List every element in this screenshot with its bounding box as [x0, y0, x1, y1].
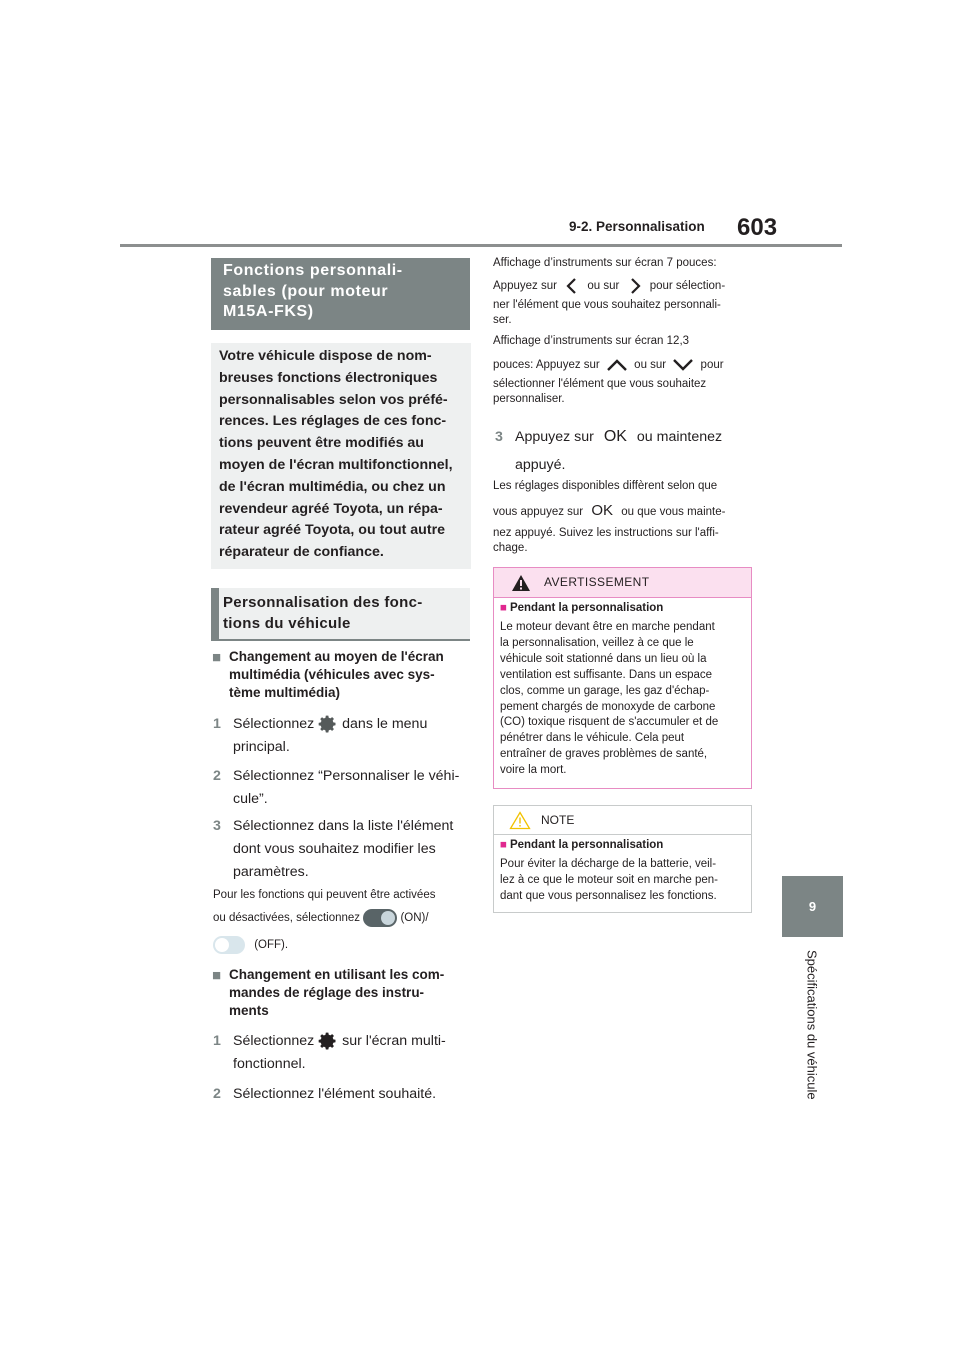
intro-line: moyen de l'écran multifonctionnel,	[219, 456, 453, 473]
right-step3	[495, 423, 755, 479]
warning-triangle-icon	[511, 574, 531, 592]
subsection-title-box	[211, 588, 470, 641]
note-text: (OFF).	[254, 939, 289, 951]
heading-line: mandes de réglage des instru-	[229, 985, 425, 1000]
page-title-box	[211, 258, 470, 330]
block1-step1	[213, 713, 473, 759]
warning-line: pement chargés de monoxyde de carbone	[500, 700, 716, 713]
note-line: dant que vous personnalisez les fonctions.	[500, 889, 717, 902]
note-header	[494, 806, 751, 835]
warning-title	[500, 601, 663, 616]
para-line: Les réglages disponibles diffèrent selon que	[493, 480, 718, 492]
heading-line: multimédia (véhicules avec sys-	[229, 667, 435, 682]
note-triangle-icon	[509, 811, 531, 830]
chevron-down-icon	[672, 358, 694, 372]
note-title-text: Pendant la personnalisation	[509, 839, 664, 851]
step-text: principal.	[233, 739, 290, 755]
note-label: NOTE	[541, 813, 575, 827]
page-number: 603	[737, 214, 778, 241]
para-line: pouces: Appuyez sur	[493, 359, 600, 371]
note-line: lez à ce que le moteur soit en marche pen-	[500, 873, 718, 886]
warning-line: pénétrer dans le véhicule. Cela peut	[500, 732, 685, 745]
warning-label: AVERTISSEMENT	[544, 575, 650, 589]
toggle-off-icon	[213, 936, 245, 954]
step-text: Sélectionnez	[233, 1033, 315, 1049]
warning-line: entraîner de graves problèmes de santé,	[500, 748, 708, 761]
block1-step2	[213, 765, 473, 811]
intro-line: de l'écran multimédia, ou chez un	[219, 478, 446, 495]
para-line: ou sur	[587, 280, 620, 292]
intro-line: rateur agréé Toyota, ou tout autre	[219, 522, 445, 539]
warning-line: clos, comme un garage, les gaz d'échap-	[500, 684, 710, 697]
right-paragraph	[493, 377, 753, 407]
step-text: Sélectionnez dans la liste l'élément	[233, 818, 454, 834]
note-title	[500, 838, 663, 853]
step-text: sur l'écran multi-	[342, 1033, 446, 1049]
header-rule	[120, 244, 842, 247]
step-text: cule”.	[233, 791, 268, 807]
step-text: dont vous souhaitez modifier les	[233, 841, 436, 857]
step-text: ou maintenez	[636, 429, 723, 445]
warning-line: la personnalisation, veillez à ce que le	[500, 636, 694, 649]
right-paragraph	[493, 331, 753, 351]
step-number: 3	[213, 818, 221, 834]
square-bullet-icon: ■	[500, 602, 507, 614]
warning-line: voire la mort.	[500, 764, 567, 777]
subsection-bar	[211, 588, 219, 639]
warning-line: ventilation est suffisante. Dans un espace	[500, 668, 713, 681]
block2-step1	[213, 1030, 473, 1076]
intro-line: rences. Les réglages de ces fonc-	[219, 413, 447, 430]
para-line: vous appuyez sur	[493, 506, 584, 518]
intro-line: breuses fonctions électroniques	[219, 369, 438, 386]
step-text: Sélectionnez l'élément souhaité.	[233, 1086, 437, 1102]
block1-note	[213, 885, 473, 905]
gear-icon	[318, 1031, 338, 1051]
note-line: Pour éviter la décharge de la batterie, veil-	[500, 858, 717, 870]
chevron-up-icon	[606, 358, 628, 372]
warning-title-text: Pendant la personnalisation	[509, 602, 664, 614]
title-line: sables (pour moteur	[223, 282, 389, 300]
step-text: Sélectionnez	[233, 716, 315, 732]
heading-line: Changement au moyen de l'écran	[229, 649, 444, 664]
note-box	[493, 805, 752, 913]
chapter-label	[747, 950, 877, 1110]
warning-header	[494, 568, 751, 598]
para-line: ou sur	[634, 359, 667, 371]
intro-box	[211, 343, 471, 569]
step-text: appuyé.	[515, 457, 566, 473]
right-paragraph	[493, 253, 753, 273]
para-line: ser.	[493, 314, 512, 326]
square-bullet-icon: ■	[212, 649, 222, 666]
heading-line: tème multimédia)	[229, 685, 341, 700]
note-text: Pour les fonctions qui peuvent être activées	[213, 889, 436, 901]
block1-step3	[213, 815, 473, 884]
intro-line: Votre véhicule dispose de nom-	[219, 348, 432, 364]
subsection-line: Personnalisation des fonc-	[223, 594, 423, 611]
note-text: (ON)/	[400, 912, 429, 924]
note-text: ou désactivées, sélectionnez	[213, 912, 361, 924]
step-number: 3	[495, 429, 503, 445]
para-line: ner l'élément que vous souhaitez personnali-	[493, 299, 721, 311]
subsection-line: tions du véhicule	[223, 615, 351, 632]
step-number: 1	[213, 716, 221, 732]
intro-line: tions peuvent être modifiés au	[219, 435, 424, 452]
step-text: fonctionnel.	[233, 1056, 306, 1072]
step-text: Sélectionnez “Personnaliser le véhi-	[233, 768, 460, 784]
section-title: 9-2. Personnalisation	[569, 219, 705, 234]
chevron-right-icon	[627, 277, 643, 295]
para-line: personnaliser.	[493, 393, 565, 405]
heading-line: Changement en utilisant les com-	[229, 967, 445, 982]
step-number: 2	[213, 1086, 221, 1102]
title-line: Fonctions personnali-	[223, 262, 403, 279]
warning-line: Le moteur devant être en marche pendant	[500, 621, 715, 633]
para-line: nez appuyé. Suivez les instructions sur l'affi-	[493, 527, 719, 539]
gear-icon	[318, 714, 338, 734]
chapter-tab: 9	[782, 876, 843, 937]
right-paragraph	[493, 476, 753, 496]
ok-icon: OK	[591, 502, 614, 519]
para-line: ou que vous mainte-	[621, 506, 726, 518]
right-paragraph	[493, 526, 753, 556]
title-line: M15A-FKS)	[223, 303, 314, 320]
step-text: dans le menu	[342, 716, 428, 732]
block2-heading	[212, 966, 445, 1020]
heading-line: ments	[229, 1003, 269, 1018]
step-text: paramètres.	[233, 864, 309, 880]
para-line: Appuyez sur	[493, 280, 557, 292]
block1-heading	[212, 648, 444, 702]
step-number: 2	[213, 768, 221, 784]
toggle-on-icon	[363, 909, 397, 927]
square-bullet-icon: ■	[212, 967, 222, 984]
warning-body	[500, 620, 748, 779]
para-line: sélectionner l'élément que vous souhaitez	[493, 378, 707, 390]
right-paragraph	[493, 276, 753, 296]
block1-note-toggle-off	[213, 935, 473, 955]
para-line: pour	[700, 359, 724, 371]
block2-step2	[213, 1083, 473, 1106]
square-bullet-icon: ■	[500, 839, 507, 851]
intro-line: revendeur agréé Toyota, un répa-	[219, 500, 443, 517]
warning-box	[493, 567, 752, 789]
note-body	[500, 857, 748, 905]
step-text: Appuyez sur	[515, 429, 594, 445]
intro-line: réparateur de confiance.	[219, 544, 384, 561]
para-line: Affichage d’instruments sur écran 7 pouces:	[493, 257, 717, 269]
right-paragraph	[493, 501, 753, 522]
chapter-label-text: Spécifications du véhicule	[804, 950, 820, 1100]
chevron-left-icon	[564, 277, 580, 295]
step-number: 1	[213, 1033, 221, 1049]
para-line: chage.	[493, 542, 528, 554]
ok-icon: OK	[603, 428, 627, 445]
intro-line: personnalisables selon vos préfé-	[219, 391, 448, 408]
para-line: Affichage d’instruments sur écran 12,3	[493, 335, 690, 347]
block1-note-toggle-on	[213, 908, 473, 928]
warning-line: (CO) toxique risquent de s'accumuler et de	[500, 716, 719, 729]
para-line: pour sélection-	[649, 280, 726, 292]
right-paragraph	[493, 355, 753, 375]
right-paragraph	[493, 298, 753, 328]
warning-line: véhicule soit stationné dans un lieu où la	[500, 652, 707, 665]
